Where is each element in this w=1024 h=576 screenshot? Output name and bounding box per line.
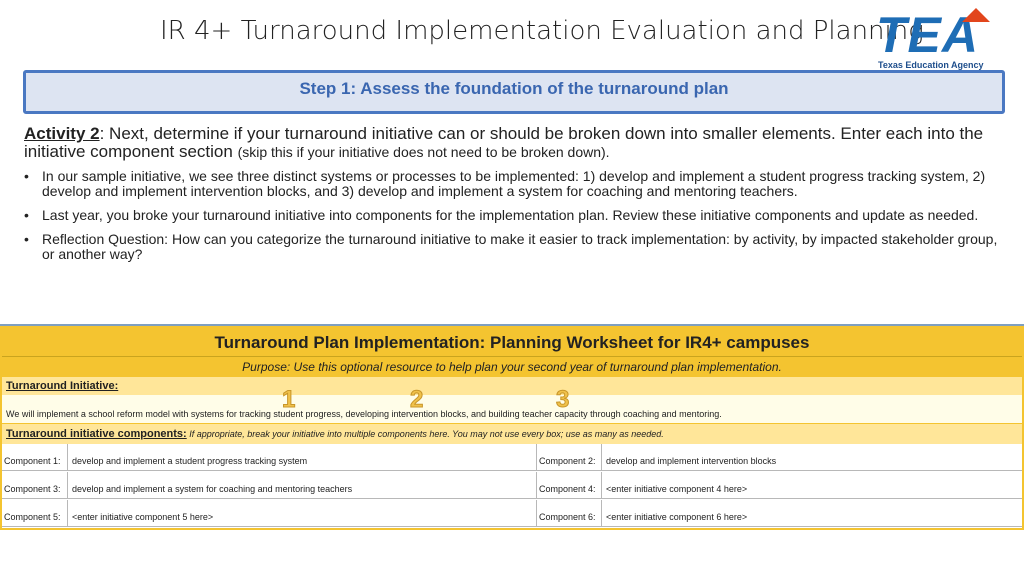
component-3-value[interactable]: develop and implement a system for coaching and mentoring teachers bbox=[68, 472, 536, 499]
components-header bbox=[2, 424, 1022, 444]
logo-subtext: Texas Education Agency bbox=[878, 60, 984, 70]
worksheet-title: Turnaround Plan Implementation: Planning Worksheet for IR4+ campuses bbox=[214, 333, 810, 352]
component-4-value[interactable]: <enter initiative component 4 here> bbox=[602, 472, 1022, 499]
bullet-icon: • bbox=[24, 207, 29, 223]
list-item bbox=[24, 208, 999, 223]
component-2-value[interactable]: develop and implement intervention blocks bbox=[602, 444, 1022, 471]
bullet-text: Reflection Question: How can you categorize the turnaround initiative to make it easier to track implementation: by activity, by impacted stakeholder group, or another way? bbox=[42, 231, 998, 262]
initiative-label: Turnaround Initiative: bbox=[2, 377, 1022, 395]
step-banner bbox=[23, 70, 1005, 114]
component-3-label: Component 3: bbox=[2, 472, 68, 499]
components-grid bbox=[2, 444, 1022, 528]
component-5-label: Component 5: bbox=[2, 500, 68, 527]
bullet-icon: • bbox=[24, 231, 29, 247]
component-1-value[interactable]: develop and implement a student progress tracking system bbox=[68, 444, 536, 471]
logo-roof-icon bbox=[962, 8, 990, 22]
component-6-value[interactable]: <enter initiative component 6 here> bbox=[602, 500, 1022, 527]
activity-note: (skip this if your initiative does not need to be broken down). bbox=[237, 144, 610, 160]
logo-wordmark: TEA bbox=[876, 7, 979, 63]
bullet-text: In our sample initiative, we see three distinct systems or processes to be implemented: 1) develop and implement a student progress tracking system, 2) develop and implement intervention blocks, and 3) develop and implement a system for coaching and mentoring teachers. bbox=[42, 168, 986, 199]
list-item bbox=[24, 169, 999, 199]
bullet-text: Last year, you broke your turnaround initiative into components for the implementation plan. Review these initiative components and update as needed. bbox=[42, 207, 979, 223]
components-note: If appropriate, break your initiative into multiple components here. You may not use every box; use as many as needed. bbox=[186, 429, 664, 439]
worksheet-purpose: Purpose: Use this optional resource to help plan your second year of turnaround plan implementation. bbox=[2, 356, 1022, 376]
marker-3: 3 bbox=[556, 386, 570, 413]
components-label: Turnaround initiative components: bbox=[6, 428, 187, 440]
marker-1: 1 bbox=[282, 386, 296, 413]
bullet-list bbox=[24, 169, 999, 271]
tea-logo bbox=[876, 8, 996, 72]
marker-2: 2 bbox=[410, 386, 424, 413]
planning-worksheet bbox=[0, 324, 1024, 530]
activity-paragraph bbox=[24, 125, 999, 161]
initiative-text: We will implement a school reform model with systems for tracking student progress, developing intervention blocks, and building teacher capacity through coaching and mentoring. bbox=[2, 395, 1022, 423]
component-1-label: Component 1: bbox=[2, 444, 68, 471]
bullet-icon: • bbox=[24, 168, 29, 184]
component-2-label: Component 2: bbox=[536, 444, 602, 471]
page-title: IR 4+ Turnaround Implementation Evaluation and Planning bbox=[160, 16, 924, 46]
component-4-label: Component 4: bbox=[536, 472, 602, 499]
activity-label: Activity 2 bbox=[24, 124, 100, 143]
step-label: Step 1: Assess the foundation of the turnaround plan bbox=[299, 79, 729, 98]
component-6-label: Component 6: bbox=[536, 500, 602, 527]
activity-text: : Next, determine if your turnaround initiative can or should be broken down into smaller elements. Enter each into the initiative component section bbox=[24, 124, 984, 161]
list-item bbox=[24, 232, 999, 262]
component-5-value[interactable]: <enter initiative component 5 here> bbox=[68, 500, 536, 527]
